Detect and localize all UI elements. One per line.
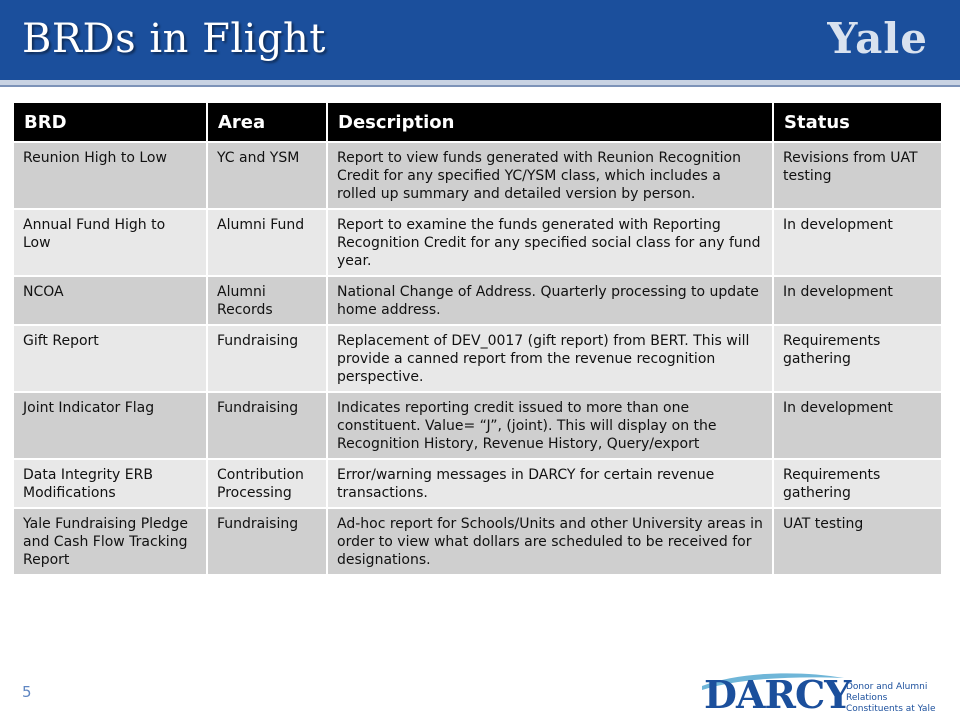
darcy-wordmark: DARCY [704,672,851,717]
brd-cell: Yale Fundraising Pledge and Cash Flow Tracking Report [14,508,207,574]
area-cell: Alumni Records [207,276,327,325]
table-row [14,276,942,325]
description-cell: National Change of Address. Quarterly processing to update home address. [327,276,773,325]
table-row [14,142,942,209]
brd-table [14,103,943,574]
brd-cell: Joint Indicator Flag [14,392,207,459]
status-cell: In development [773,392,942,459]
table-header-row [14,103,942,142]
area-cell: Fundraising [207,508,327,574]
area-cell: YC and YSM [207,142,327,209]
area-cell: Contribution Processing [207,459,327,508]
brd-cell: Annual Fund High to Low [14,209,207,276]
status-cell: In development [773,209,942,276]
header-divider-shadow [0,85,960,87]
darcy-tagline-line1: Donor and Alumni Relations [846,682,928,703]
page-number: 5 [22,683,32,701]
table-row [14,392,942,459]
page-title: BRDs in Flight [22,16,326,62]
description-cell: Replacement of DEV_0017 (gift report) from BERT. This will provide a canned report from the revenue recognition perspective. [327,325,773,392]
area-cell: Fundraising [207,325,327,392]
description-cell: Indicates reporting credit issued to more than one constituent. Value= “J”, (joint). This will display on the Recognition History, Revenue History, Query/export [327,392,773,459]
brd-cell: Reunion High to Low [14,142,207,209]
table-row [14,508,942,574]
description-cell: Ad-hoc report for Schools/Units and other University areas in order to view what dollars are scheduled to be received for designations. [327,508,773,574]
status-cell: Requirements gathering [773,459,942,508]
description-cell: Report to examine the funds generated with Reporting Recognition Credit for any specified social class for any fund year. [327,209,773,276]
status-cell: UAT testing [773,508,942,574]
status-cell: In development [773,276,942,325]
status-cell: Requirements gathering [773,325,942,392]
table-row [14,209,942,276]
area-cell: Fundraising [207,392,327,459]
brd-cell: Data Integrity ERB Modifications [14,459,207,508]
darcy-tagline [846,682,948,715]
table-row [14,459,942,508]
yale-logo: Yale [827,14,928,63]
description-cell: Error/warning messages in DARCY for certain revenue transactions. [327,459,773,508]
description-cell: Report to view funds generated with Reunion Recognition Credit for any specified YC/YSM class, which includes a rolled up summary and detailed version by person. [327,142,773,209]
darcy-logo [698,668,948,718]
darcy-tagline-line2: Constituents at Yale [846,704,936,714]
brd-cell: NCOA [14,276,207,325]
column-header-description: Description [327,103,773,142]
column-header-brd: BRD [14,103,207,142]
column-header-status: Status [773,103,942,142]
status-cell: Revisions from UAT testing [773,142,942,209]
table-row [14,325,942,392]
area-cell: Alumni Fund [207,209,327,276]
brd-cell: Gift Report [14,325,207,392]
column-header-area: Area [207,103,327,142]
